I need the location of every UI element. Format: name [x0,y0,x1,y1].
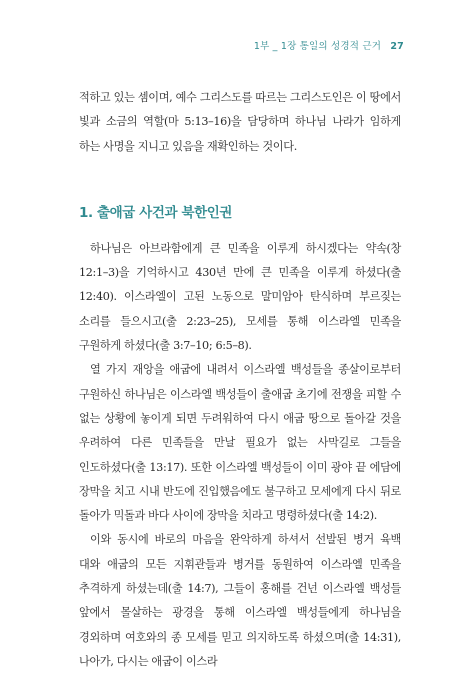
intro-paragraph: 적하고 있는 셈이며, 예수 그리스도를 따르는 그리스도인은 이 땅에서 빛과 소금의 역할(마 5:13–16)을 담당하며 하나님 나라가 임하게 하는 사명을 지니고 있음을 재확인하는 것이다. [79,91,401,153]
body-paragraph-3: 이와 동시에 바로의 마음을 완악하게 하셔서 선발된 병거 육백 대와 애굽의 모든 지휘관들과 병거를 동원하여 이스라엘 민족을 추격하게 하셨는데(출 14:7), 그들이 홍해를 건넌 이스라엘 백성들 앞에서 몰살하는 광경을 통해 이스라엘 백성들에게 하나님을 경외하며 여호와의 종 모세를 믿고 의지하도록 하셨으며(출 14:31), 나아가, 다시는 애굽이 이스라 [79,533,401,668]
body-paragraph-2: 열 가지 재앙을 애굽에 내려서 이스라엘 백성들을 종살이로부터 구원하신 하나님은 이스라엘 백성들이 출애굽 초기에 전쟁을 피할 수 없는 상황에 놓이게 되면 두려워하여 다시 애굽 땅으로 돌아갈 것을 우려하여 다른 민족들을 만날 필요가 없는 사막길로 그들을 인도하셨다(출 13:17). 또한 이스라엘 백성들이 이미 광야 끝 에담에 장막을 치고 시내 반도에 진입했음에도 불구하고 모세에게 다시 뒤로 돌아가 믹돌과 바다 사이에 장막을 치라고 명령하셨다(출 14:2). [79,363,401,523]
page-number: 27 [390,41,404,52]
running-header [254,38,404,52]
body-paragraph-1: 하나님은 아브라함에게 큰 민족을 이루게 하시겠다는 약속(창 12:1–3)을 기억하시고 430년 만에 큰 민족을 이루게 하셨다(출 12:40). 이스라엘이 고된 노동으로 말미암아 탄식하며 부르짖는 소리를 들으시고(출 2:23–25), 모세를 통해 이스라엘 민족을 구원하게 하셨다(출 3:7–10; 6:5–8). [79,241,401,353]
section-title: 1. 출애굽 사건과 북한인권 [79,204,233,221]
page-body [79,86,401,674]
running-title: 1부 _ 1장 통일의 성경적 근거 [253,41,382,52]
